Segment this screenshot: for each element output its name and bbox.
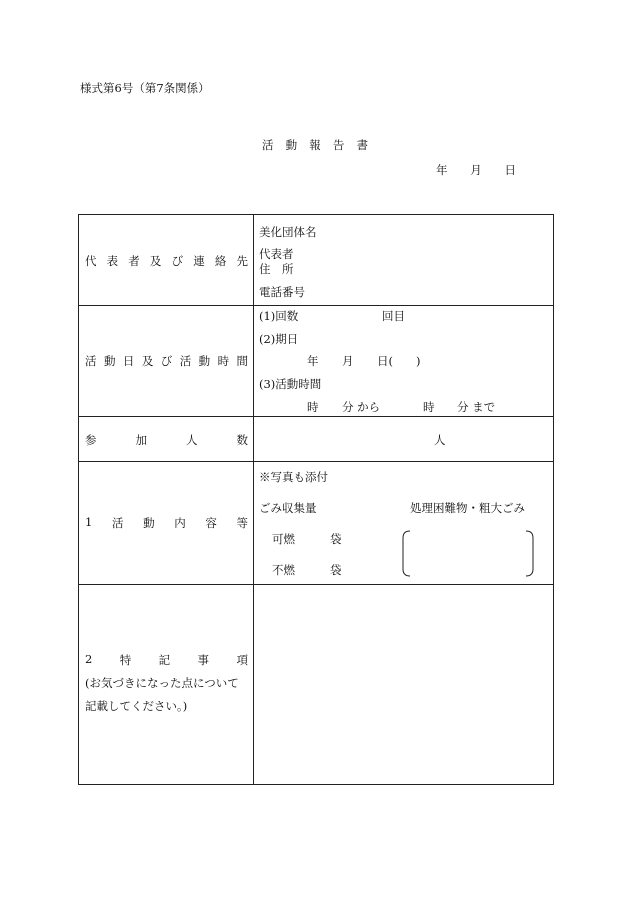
title-char: 動 bbox=[285, 138, 298, 152]
bulky-waste-bracket-box[interactable] bbox=[400, 530, 536, 577]
period-label: (2)期日 bbox=[259, 332, 299, 346]
period-day[interactable]: 日( ) bbox=[377, 354, 421, 368]
participants-unit[interactable]: 人 bbox=[434, 433, 446, 447]
phone-field[interactable]: 電話番号 bbox=[259, 285, 305, 299]
special-notes-field[interactable] bbox=[254, 585, 552, 783]
participants-label: 参 加 人 数 bbox=[85, 433, 248, 447]
title-char: 活 bbox=[262, 138, 274, 152]
activity-content-label: 1 活 動 内 容 等 bbox=[85, 515, 248, 530]
representative-field[interactable]: 代表者 bbox=[259, 247, 294, 261]
special-notes-label: 2 特 記 事 項 bbox=[85, 652, 248, 667]
period-year[interactable]: 年 bbox=[307, 354, 319, 368]
address-field[interactable]: 住 所 bbox=[259, 262, 294, 276]
collection-label: ごみ収集量 bbox=[259, 501, 317, 515]
title-char: 書 bbox=[356, 138, 368, 152]
title-char: 報 bbox=[309, 138, 321, 152]
period-month[interactable]: 月 bbox=[342, 354, 354, 368]
count-label: (1)回数 bbox=[259, 309, 299, 323]
report-date bbox=[436, 162, 516, 178]
burnable-label: 可燃 bbox=[272, 532, 295, 546]
time-from-hour[interactable]: 時 bbox=[307, 400, 319, 414]
photo-note: ※写真も添付 bbox=[259, 470, 328, 484]
time-from-minute[interactable]: 分 から bbox=[342, 400, 381, 414]
special-notes-hint-line1: (お気づきになった点について bbox=[85, 676, 239, 690]
time-to-minute[interactable]: 分 まで bbox=[457, 400, 496, 414]
time-to-hour[interactable]: 時 bbox=[423, 400, 435, 414]
nonburnable-unit[interactable]: 袋 bbox=[330, 563, 342, 577]
form-number-label: 様式第6号（第7条関係） bbox=[80, 81, 210, 95]
title-char: 告 bbox=[332, 138, 345, 152]
nonburnable-label: 不燃 bbox=[272, 563, 295, 577]
burnable-unit[interactable]: 袋 bbox=[330, 532, 342, 546]
date-year[interactable]: 年 bbox=[436, 163, 448, 177]
activity-date-time-label: 活 動 日 及 び 活 動 時 間 bbox=[85, 354, 248, 368]
group-name-field[interactable]: 美化団体名 bbox=[259, 225, 317, 239]
document-title bbox=[262, 137, 368, 153]
special-notes-hint-line2: 記載してください。) bbox=[85, 699, 188, 713]
bulky-waste-label: 処理困難物・粗大ごみ bbox=[410, 501, 525, 515]
time-label: (3)活動時間 bbox=[259, 377, 322, 391]
representative-contact-label: 代 表 者 及 び 連 絡 先 bbox=[85, 254, 248, 268]
date-month[interactable]: 月 bbox=[470, 163, 482, 177]
count-unit[interactable]: 回目 bbox=[382, 309, 405, 323]
date-day[interactable]: 日 bbox=[504, 163, 516, 177]
